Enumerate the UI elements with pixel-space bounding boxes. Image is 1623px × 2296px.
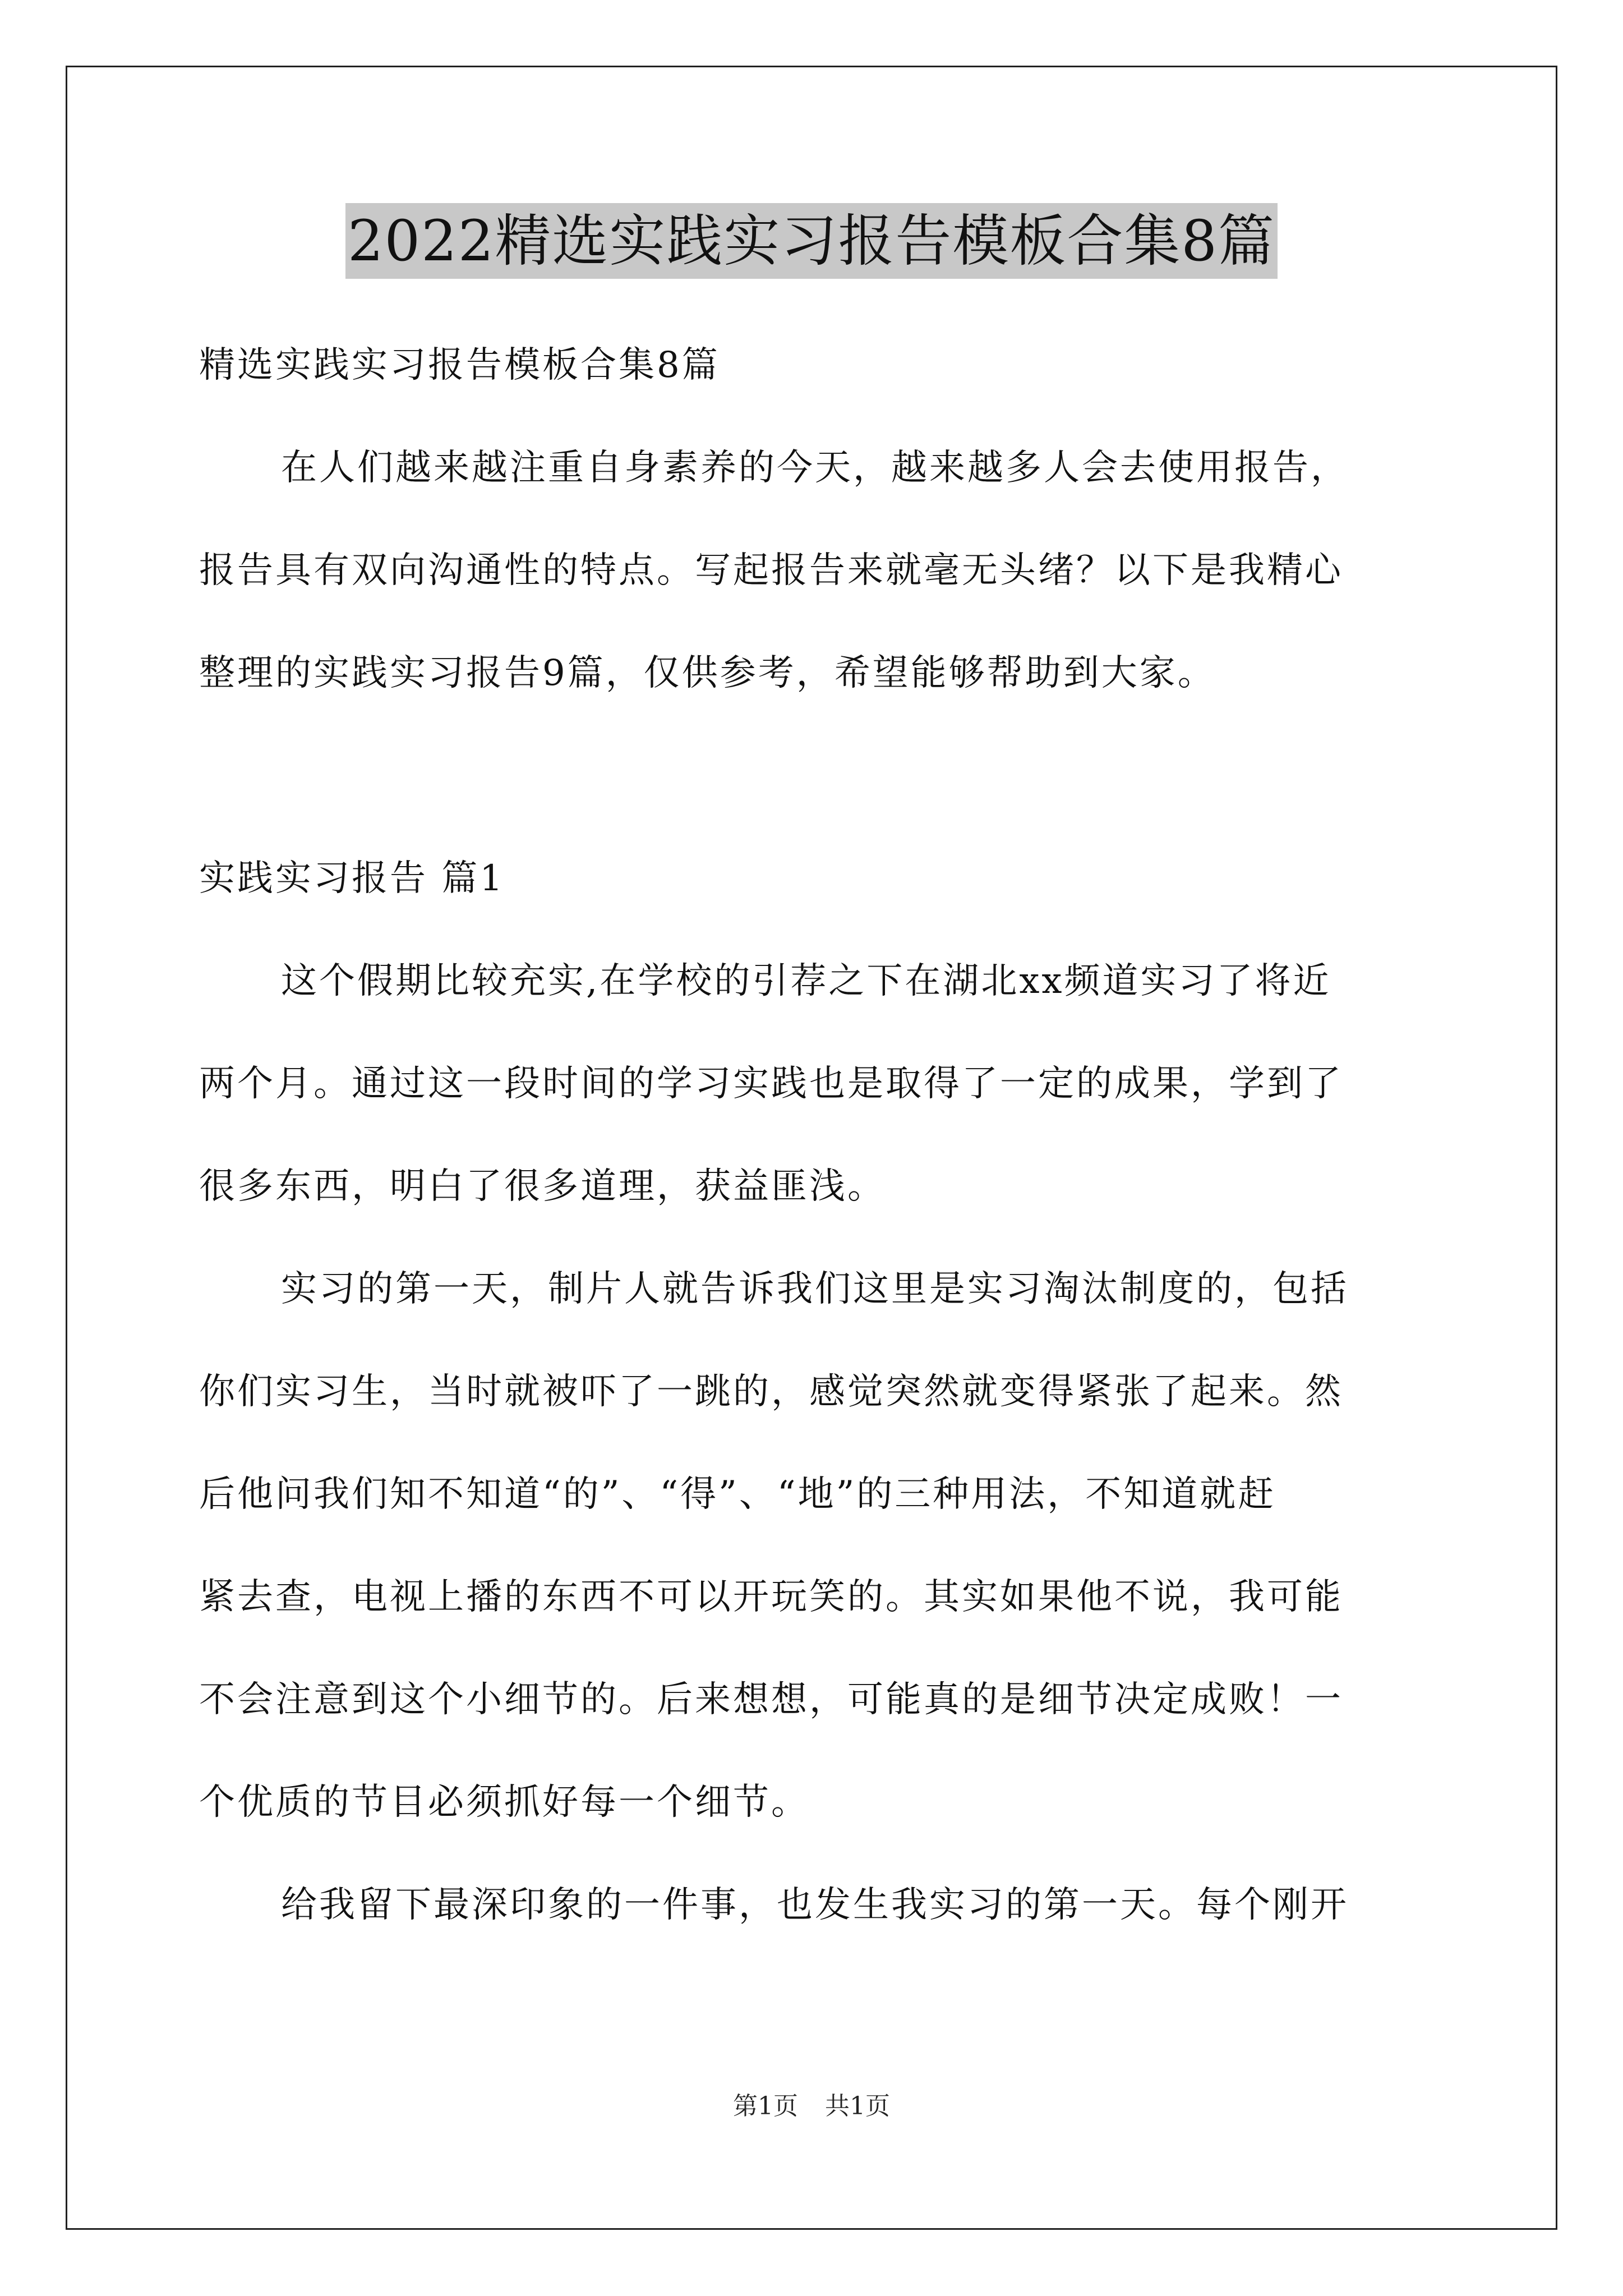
page-footer: [0, 2090, 1623, 2123]
paragraph-2-line-2[interactable]: 你们实习生，当时就被吓了一跳的，感觉突然就变得紧张了起来。然: [199, 1371, 1343, 1412]
paragraph-1-line-2[interactable]: 两个月。通过这一段时间的学习实践也是取得了一定的成果，学到了: [199, 1063, 1343, 1105]
subtitle-line[interactable]: 精选实践实习报告模板合集8篇: [199, 344, 720, 386]
paragraph-2-line-3[interactable]: 后他问我们知不知道“的”、“得”、“地”的三种用法，不知道就赶: [199, 1474, 1276, 1515]
document-body: [199, 314, 1427, 1957]
intro-line-2[interactable]: 报告具有双向沟通性的特点。写起报告来就毫无头绪？以下是我精心: [199, 550, 1343, 591]
paragraph-2-line-6[interactable]: 个优质的节目必须抓好每一个细节。: [199, 1782, 809, 1823]
blank-line: [199, 725, 1427, 827]
title-wrap: [0, 203, 1623, 279]
page-total: 共1页: [825, 2092, 890, 2120]
document-title[interactable]: 2022精选实践实习报告模板合集8篇: [345, 203, 1278, 279]
paragraph-2-line-1[interactable]: 实习的第一天，制片人就告诉我们这里是实习淘汰制度的，包括: [281, 1268, 1349, 1310]
paragraph-3-line-1[interactable]: 给我留下最深印象的一件事，也发生我实习的第一天。每个刚开: [281, 1884, 1349, 1926]
paragraph-1-line-1[interactable]: 这个假期比较充实,在学校的引荐之下在湖北xx频道实习了将近: [281, 960, 1331, 1002]
intro-line-3[interactable]: 整理的实践实习报告9篇，仅供参考，希望能够帮助到大家。: [199, 652, 1216, 694]
intro-line-1[interactable]: 在人们越来越注重自身素养的今天，越来越多人会去使用报告，: [281, 447, 1349, 489]
page-number: 第1页: [733, 2092, 798, 2120]
paragraph-1-line-3[interactable]: 很多东西，明白了很多道理，获益匪浅。: [199, 1166, 886, 1207]
paragraph-2-line-5[interactable]: 不会注意到这个小细节的。后来想想，可能真的是细节决定成败！一: [199, 1679, 1343, 1720]
paragraph-2-line-4[interactable]: 紧去查，电视上播的东西不可以开玩笑的。其实如果他不说，我可能: [199, 1576, 1343, 1618]
section-heading[interactable]: 实践实习报告 篇1: [199, 858, 505, 899]
